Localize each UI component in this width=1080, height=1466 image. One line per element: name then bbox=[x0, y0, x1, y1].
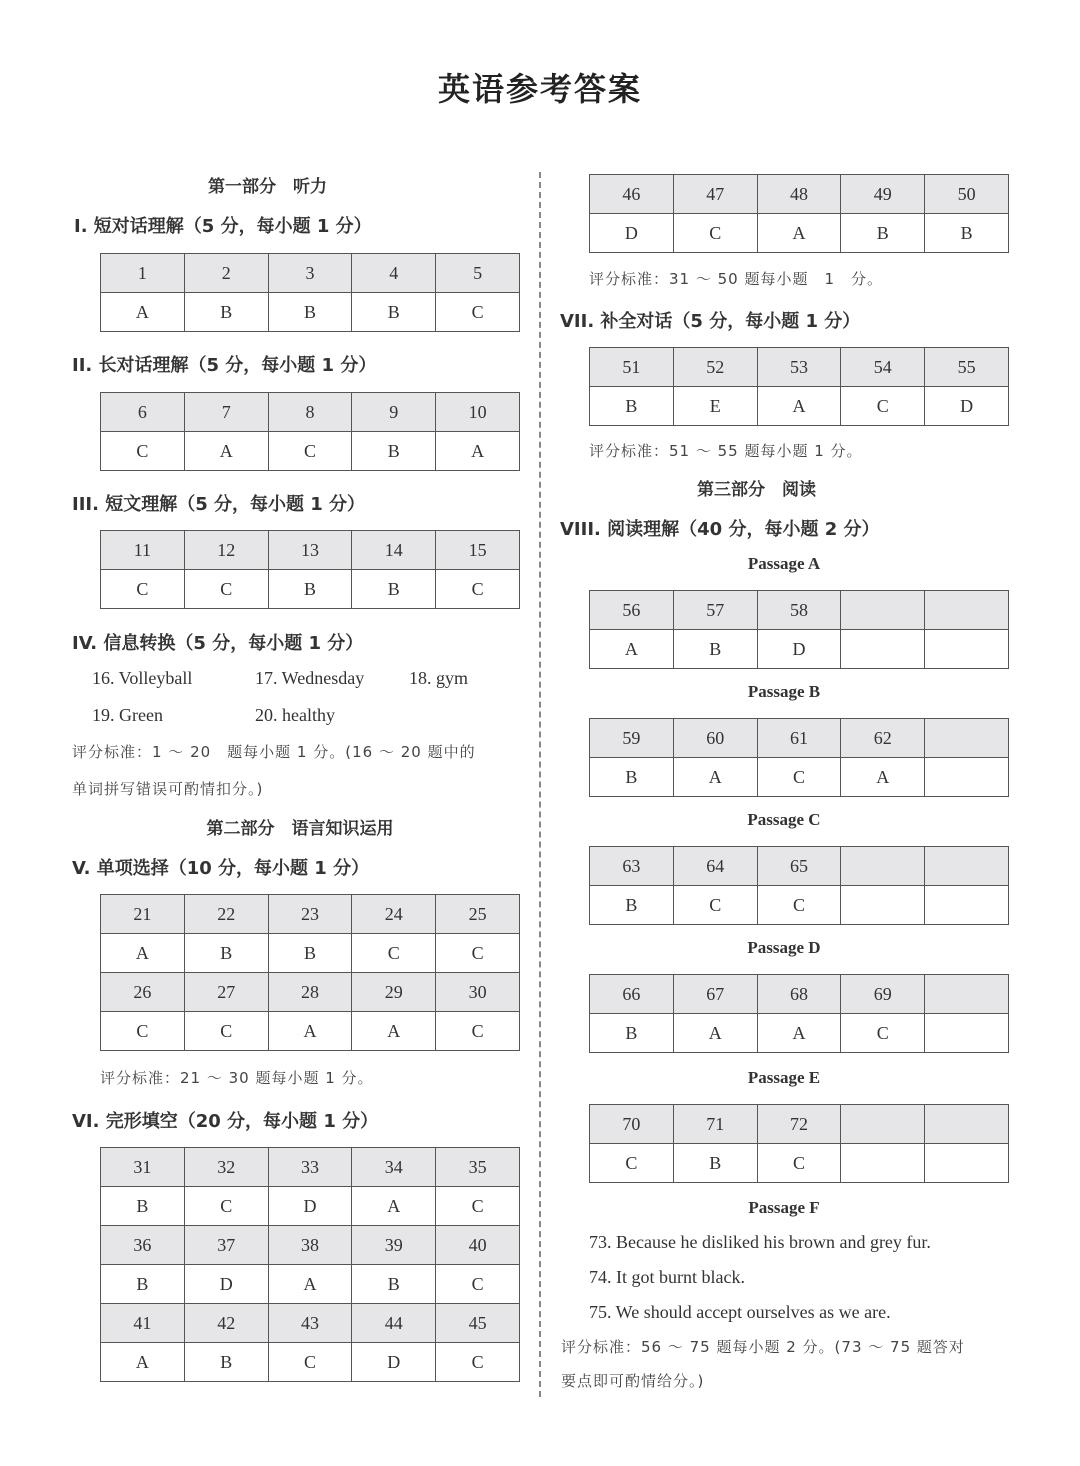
answer-cell: B bbox=[352, 293, 436, 332]
scoring-note-56-75-line2: 要点即可酌情给分。) bbox=[561, 1372, 705, 1390]
question-number-row bbox=[590, 975, 1009, 1014]
section-heading-3: III. 短文理解（5 分，每小题 1 分） bbox=[72, 494, 366, 515]
question-number-cell: 9 bbox=[352, 393, 436, 432]
answer-row bbox=[590, 1014, 1009, 1053]
scoring-note-1-20-line1: 评分标准：1 ～ 20 题每小题 1 分。(16 ～ 20 题中的 bbox=[72, 743, 476, 761]
answer-cell: A bbox=[757, 1014, 841, 1053]
answer-cell: C bbox=[673, 886, 757, 925]
answer-cell: C bbox=[436, 570, 520, 609]
answer-cell: C bbox=[184, 570, 268, 609]
question-number-cell: 55 bbox=[925, 348, 1009, 387]
answer-table-passage-e bbox=[589, 1104, 1009, 1183]
answer-cell: C bbox=[436, 1265, 520, 1304]
question-number-cell: 31 bbox=[101, 1148, 185, 1187]
answer-table-passage-d bbox=[589, 974, 1009, 1053]
scoring-note-31-50: 评分标准：31 ～ 50 题每小题 1 分。 bbox=[589, 270, 884, 288]
answer-cell: A bbox=[673, 1014, 757, 1053]
question-number-cell: 45 bbox=[436, 1304, 520, 1343]
answer-75: 75. We should accept ourselves as we are. bbox=[589, 1302, 891, 1322]
answer-cell: B bbox=[841, 214, 925, 253]
scoring-note-56-75-line1: 评分标准：56 ～ 75 题每小题 2 分。(73 ～ 75 题答对 bbox=[561, 1338, 965, 1356]
section-heading-1: Ⅰ. 短对话理解（5 分，每小题 1 分） bbox=[74, 216, 372, 237]
question-number-cell: 2 bbox=[184, 254, 268, 293]
answer-cell: A bbox=[268, 1265, 352, 1304]
answer-cell: B bbox=[352, 432, 436, 471]
question-number-cell: 10 bbox=[436, 393, 520, 432]
answer-cell: C bbox=[184, 1187, 268, 1226]
answer-cell: A bbox=[757, 387, 841, 426]
answer-table-5 bbox=[100, 894, 520, 1051]
question-number-cell: 7 bbox=[184, 393, 268, 432]
answer-table-passage-c bbox=[589, 846, 1009, 925]
answer-cell: A bbox=[101, 934, 185, 973]
answer-row bbox=[590, 1144, 1009, 1183]
question-number-cell: 25 bbox=[436, 895, 520, 934]
answer-cell: C bbox=[268, 432, 352, 471]
question-number-cell: 13 bbox=[268, 531, 352, 570]
question-number-cell: 29 bbox=[352, 973, 436, 1012]
question-number-cell: 49 bbox=[841, 175, 925, 214]
question-number-cell: 40 bbox=[436, 1226, 520, 1265]
scoring-note-1-20-line2: 单词拼写错误可酌情扣分。) bbox=[72, 780, 264, 798]
question-number-cell: 52 bbox=[673, 348, 757, 387]
question-number-row bbox=[101, 973, 520, 1012]
answer-74: 74. It got burnt black. bbox=[589, 1267, 745, 1287]
answer-cell: B bbox=[101, 1187, 185, 1226]
question-number-cell: 8 bbox=[268, 393, 352, 432]
answer-cell: A bbox=[101, 293, 185, 332]
answer-cell: A bbox=[590, 630, 674, 669]
answer-cell: B bbox=[268, 570, 352, 609]
answer-cell: C bbox=[436, 1187, 520, 1226]
question-number-cell: 22 bbox=[184, 895, 268, 934]
question-number-cell: 39 bbox=[352, 1226, 436, 1265]
answer-cell bbox=[925, 886, 1009, 925]
answer-row bbox=[101, 1187, 520, 1226]
passage-e-label: Passage E bbox=[747, 1068, 821, 1087]
question-number-cell: 33 bbox=[268, 1148, 352, 1187]
question-number-cell: 51 bbox=[590, 348, 674, 387]
answer-cell: D bbox=[590, 214, 674, 253]
answer-cell: B bbox=[352, 570, 436, 609]
answer-cell: A bbox=[184, 432, 268, 471]
answer-cell: C bbox=[757, 758, 841, 797]
question-number-row bbox=[101, 393, 520, 432]
question-number-cell: 63 bbox=[590, 847, 674, 886]
answer-row bbox=[101, 432, 520, 471]
passage-c-label: Passage C bbox=[747, 810, 821, 829]
question-number-cell: 59 bbox=[590, 719, 674, 758]
answer-cell bbox=[925, 1014, 1009, 1053]
question-number-cell: 47 bbox=[673, 175, 757, 214]
answer-cell: B bbox=[184, 1343, 268, 1382]
question-number-row bbox=[101, 1148, 520, 1187]
question-number-cell: 57 bbox=[673, 591, 757, 630]
question-number-cell: 12 bbox=[184, 531, 268, 570]
answer-table-3 bbox=[100, 530, 520, 609]
question-number-cell: 60 bbox=[673, 719, 757, 758]
answer-20: 20. healthy bbox=[255, 705, 335, 725]
page-title: 英语参考答案 bbox=[437, 70, 642, 108]
part-heading-reading: 第三部分 阅读 bbox=[697, 480, 816, 500]
answer-row bbox=[590, 387, 1009, 426]
question-number-row bbox=[101, 1226, 520, 1265]
question-number-cell: 64 bbox=[673, 847, 757, 886]
answer-table-7 bbox=[589, 347, 1009, 426]
question-number-cell: 5 bbox=[436, 254, 520, 293]
question-number-cell: 72 bbox=[757, 1105, 841, 1144]
question-number-cell: 1 bbox=[101, 254, 185, 293]
question-number-cell: 3 bbox=[268, 254, 352, 293]
question-number-cell bbox=[925, 847, 1009, 886]
question-number-cell: 30 bbox=[436, 973, 520, 1012]
answer-cell: C bbox=[436, 293, 520, 332]
question-number-cell: 50 bbox=[925, 175, 1009, 214]
answer-cell: D bbox=[268, 1187, 352, 1226]
question-number-cell: 53 bbox=[757, 348, 841, 387]
passage-a-label: Passage A bbox=[747, 554, 821, 573]
question-number-cell bbox=[925, 975, 1009, 1014]
answer-18: 18. gym bbox=[409, 668, 469, 688]
answer-cell: A bbox=[352, 1187, 436, 1226]
answer-cell: C bbox=[590, 1144, 674, 1183]
answer-table-2 bbox=[100, 392, 520, 471]
answer-cell: C bbox=[841, 1014, 925, 1053]
passage-b-label: Passage B bbox=[747, 682, 821, 701]
answer-cell: C bbox=[841, 387, 925, 426]
question-number-cell bbox=[925, 719, 1009, 758]
question-number-cell: 42 bbox=[184, 1304, 268, 1343]
section-heading-7: VII. 补全对话（5 分，每小题 1 分） bbox=[560, 311, 861, 332]
question-number-cell: 14 bbox=[352, 531, 436, 570]
answer-cell: C bbox=[436, 1012, 520, 1051]
answer-cell: A bbox=[673, 758, 757, 797]
question-number-cell: 66 bbox=[590, 975, 674, 1014]
answer-row bbox=[590, 886, 1009, 925]
answer-cell: B bbox=[925, 214, 1009, 253]
answer-cell: B bbox=[268, 293, 352, 332]
answer-cell: C bbox=[101, 570, 185, 609]
question-number-cell: 32 bbox=[184, 1148, 268, 1187]
question-number-cell: 69 bbox=[841, 975, 925, 1014]
question-number-cell: 70 bbox=[590, 1105, 674, 1144]
answer-cell: C bbox=[757, 1144, 841, 1183]
answer-cell bbox=[925, 1144, 1009, 1183]
answer-row bbox=[101, 293, 520, 332]
answer-table-1 bbox=[100, 253, 520, 332]
question-number-cell: 58 bbox=[757, 591, 841, 630]
answer-cell bbox=[925, 758, 1009, 797]
answer-cell: D bbox=[184, 1265, 268, 1304]
answer-row bbox=[101, 1012, 520, 1051]
answer-cell: A bbox=[757, 214, 841, 253]
answer-cell: D bbox=[352, 1343, 436, 1382]
question-number-cell: 48 bbox=[757, 175, 841, 214]
question-number-cell bbox=[841, 591, 925, 630]
question-number-cell bbox=[841, 847, 925, 886]
answer-cell: C bbox=[673, 214, 757, 253]
question-number-cell: 62 bbox=[841, 719, 925, 758]
question-number-row bbox=[101, 1304, 520, 1343]
question-number-cell: 44 bbox=[352, 1304, 436, 1343]
question-number-row bbox=[590, 847, 1009, 886]
question-number-cell: 26 bbox=[101, 973, 185, 1012]
answer-table-6-continued bbox=[589, 174, 1009, 253]
question-number-cell: 71 bbox=[673, 1105, 757, 1144]
question-number-row bbox=[101, 254, 520, 293]
answer-cell: B bbox=[590, 758, 674, 797]
answer-cell: A bbox=[268, 1012, 352, 1051]
question-number-cell: 23 bbox=[268, 895, 352, 934]
answer-table-passage-a bbox=[589, 590, 1009, 669]
answer-cell: D bbox=[925, 387, 1009, 426]
answer-cell: B bbox=[673, 630, 757, 669]
answer-16: 16. Volleyball bbox=[92, 668, 193, 688]
answer-cell: B bbox=[590, 1014, 674, 1053]
part-heading-listening: 第一部分 听力 bbox=[208, 177, 327, 197]
answer-row bbox=[101, 570, 520, 609]
question-number-cell: 68 bbox=[757, 975, 841, 1014]
question-number-cell bbox=[925, 1105, 1009, 1144]
answer-cell: B bbox=[184, 293, 268, 332]
question-number-cell: 37 bbox=[184, 1226, 268, 1265]
answer-table-passage-b bbox=[589, 718, 1009, 797]
answer-cell: B bbox=[101, 1265, 185, 1304]
answer-cell: C bbox=[436, 1343, 520, 1382]
answer-cell: C bbox=[268, 1343, 352, 1382]
answer-cell: B bbox=[184, 934, 268, 973]
question-number-cell: 46 bbox=[590, 175, 674, 214]
question-number-row bbox=[101, 895, 520, 934]
question-number-cell: 41 bbox=[101, 1304, 185, 1343]
answer-cell: B bbox=[352, 1265, 436, 1304]
question-number-row bbox=[590, 591, 1009, 630]
answer-cell: A bbox=[101, 1343, 185, 1382]
answer-cell: C bbox=[757, 886, 841, 925]
passage-f-label: Passage F bbox=[748, 1198, 820, 1217]
answer-row bbox=[590, 630, 1009, 669]
answer-cell: D bbox=[757, 630, 841, 669]
part-heading-language: 第二部分 语言知识运用 bbox=[206, 819, 394, 839]
section-heading-4: IV. 信息转换（5 分，每小题 1 分） bbox=[72, 633, 364, 654]
question-number-cell: 28 bbox=[268, 973, 352, 1012]
question-number-cell: 61 bbox=[757, 719, 841, 758]
answer-cell: A bbox=[841, 758, 925, 797]
answer-cell bbox=[841, 886, 925, 925]
answer-cell: B bbox=[673, 1144, 757, 1183]
answer-cell bbox=[841, 1144, 925, 1183]
section-heading-6: VI. 完形填空（20 分，每小题 1 分） bbox=[72, 1111, 379, 1132]
question-number-cell: 21 bbox=[101, 895, 185, 934]
answer-cell: C bbox=[184, 1012, 268, 1051]
answer-cell: A bbox=[352, 1012, 436, 1051]
question-number-cell: 24 bbox=[352, 895, 436, 934]
question-number-cell: 54 bbox=[841, 348, 925, 387]
scoring-note-21-30: 评分标准：21 ～ 30 题每小题 1 分。 bbox=[100, 1069, 374, 1087]
question-number-row bbox=[101, 531, 520, 570]
answer-cell: A bbox=[436, 432, 520, 471]
scoring-note-51-55: 评分标准：51 ～ 55 题每小题 1 分。 bbox=[589, 442, 863, 460]
answer-cell: C bbox=[436, 934, 520, 973]
section-heading-2: II. 长对话理解（5 分，每小题 1 分） bbox=[72, 355, 377, 376]
question-number-cell: 15 bbox=[436, 531, 520, 570]
answer-row bbox=[590, 758, 1009, 797]
answer-cell: B bbox=[590, 387, 674, 426]
question-number-cell: 67 bbox=[673, 975, 757, 1014]
question-number-cell: 38 bbox=[268, 1226, 352, 1265]
question-number-row bbox=[590, 719, 1009, 758]
question-number-row bbox=[590, 175, 1009, 214]
question-number-cell: 27 bbox=[184, 973, 268, 1012]
question-number-cell: 6 bbox=[101, 393, 185, 432]
question-number-row bbox=[590, 348, 1009, 387]
answer-row bbox=[590, 214, 1009, 253]
answer-cell: C bbox=[101, 432, 185, 471]
answer-cell: C bbox=[101, 1012, 185, 1051]
answer-19: 19. Green bbox=[92, 705, 163, 725]
question-number-cell: 11 bbox=[101, 531, 185, 570]
passage-d-label: Passage D bbox=[747, 938, 821, 957]
answer-cell bbox=[841, 630, 925, 669]
question-number-cell: 56 bbox=[590, 591, 674, 630]
answer-row bbox=[101, 934, 520, 973]
section-heading-8: VIII. 阅读理解（40 分，每小题 2 分） bbox=[560, 519, 880, 540]
question-number-cell: 65 bbox=[757, 847, 841, 886]
question-number-cell: 36 bbox=[101, 1226, 185, 1265]
question-number-cell: 35 bbox=[436, 1148, 520, 1187]
column-divider bbox=[539, 172, 541, 1397]
question-number-cell: 34 bbox=[352, 1148, 436, 1187]
answer-row bbox=[101, 1343, 520, 1382]
question-number-cell: 43 bbox=[268, 1304, 352, 1343]
answer-cell: B bbox=[590, 886, 674, 925]
question-number-cell: 4 bbox=[352, 254, 436, 293]
answer-17: 17. Wednesday bbox=[255, 668, 365, 688]
question-number-cell bbox=[925, 591, 1009, 630]
answer-cell: C bbox=[352, 934, 436, 973]
question-number-cell bbox=[841, 1105, 925, 1144]
question-number-row bbox=[590, 1105, 1009, 1144]
answer-cell: E bbox=[673, 387, 757, 426]
answer-cell bbox=[925, 630, 1009, 669]
answer-73: 73. Because he disliked his brown and grey fur. bbox=[589, 1232, 931, 1252]
answer-table-6 bbox=[100, 1147, 520, 1382]
section-heading-5: V. 单项选择（10 分，每小题 1 分） bbox=[72, 858, 370, 879]
answer-cell: B bbox=[268, 934, 352, 973]
answer-row bbox=[101, 1265, 520, 1304]
